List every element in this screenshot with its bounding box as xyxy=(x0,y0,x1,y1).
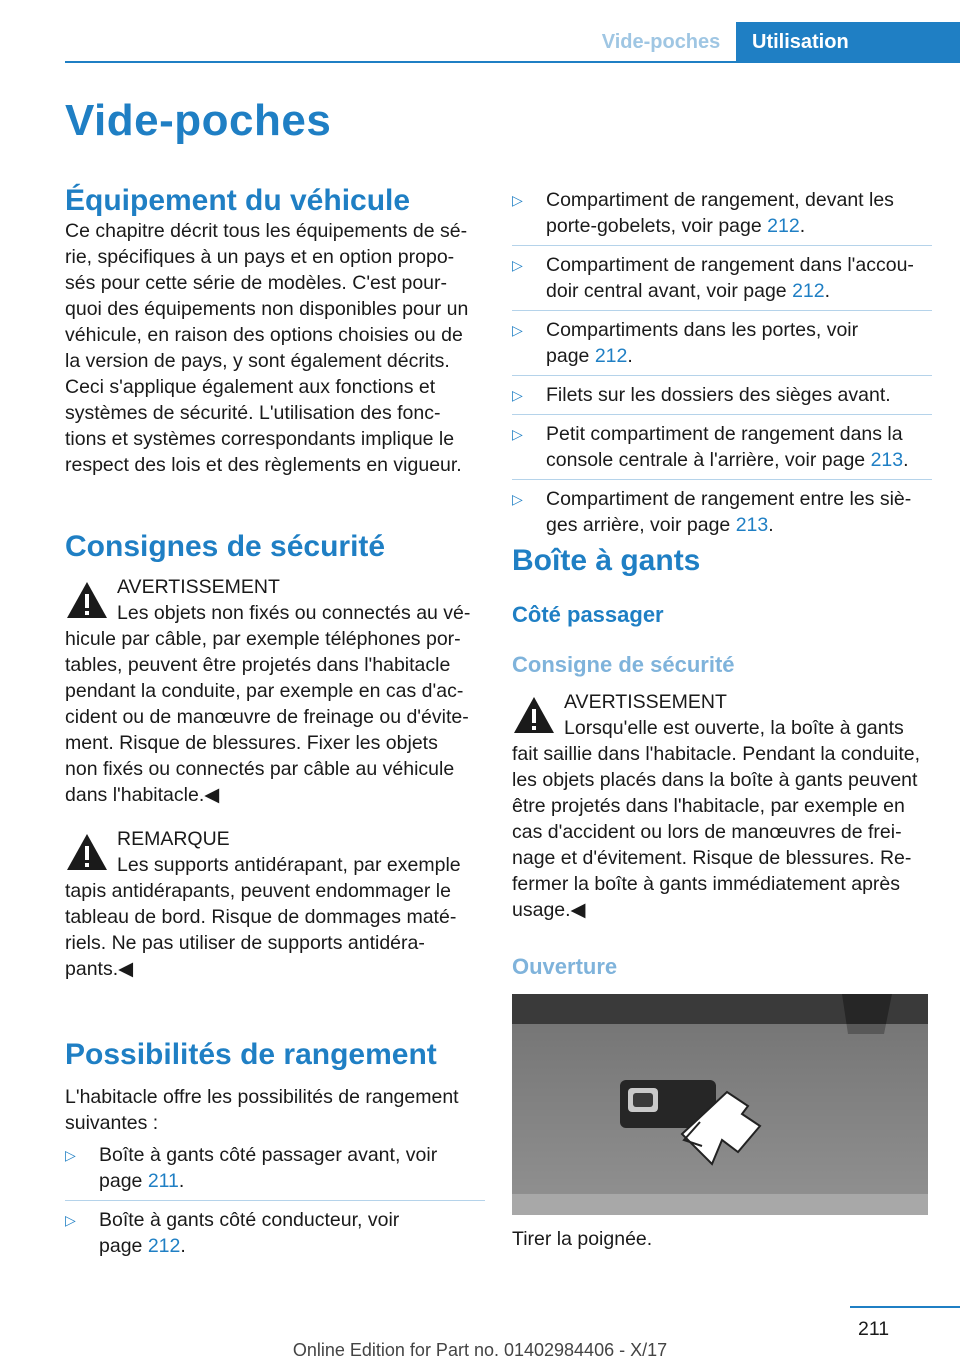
text-line: tapis antidérapants, peuvent endommager le xyxy=(65,880,451,902)
triangle-bullet-icon: ▷ xyxy=(512,387,523,403)
list-divider xyxy=(512,310,932,311)
list-item-text: Compartiment de rangement dans l'accou‐ xyxy=(546,254,914,276)
text-line: non fixés ou connectés par câble au véhicule xyxy=(65,758,455,780)
list-item-text: page xyxy=(546,345,595,367)
text-line: systèmes de sécurité. L'utilisation des fonc‐ xyxy=(65,402,441,424)
list-divider xyxy=(512,414,932,415)
list-divider xyxy=(65,1200,485,1201)
storage-heading: Possibilités de rangement xyxy=(65,1038,437,1071)
note-block xyxy=(65,826,485,982)
note-label: REMARQUE xyxy=(117,828,230,850)
passenger-side-heading: Côté passager xyxy=(512,602,664,627)
footer-edition: Online Edition for Part no. 01402984406 - X/17 xyxy=(292,1340,668,1360)
text-line: nage et d'évitement. Risque de blessures. Re‐ xyxy=(512,847,912,869)
list-item-punct: . xyxy=(768,514,774,536)
warning-label: AVERTISSEMENT xyxy=(117,576,280,598)
warning-triangle-icon xyxy=(65,580,109,620)
page-link[interactable]: 212 xyxy=(594,345,628,367)
text-line: Ceci s'applique également aux fonctions et xyxy=(65,376,436,398)
text-line: dans l'habitacle.◀ xyxy=(65,784,220,806)
page-title: Vide-poches xyxy=(65,96,332,145)
list-item-punct: . xyxy=(903,449,909,471)
text-line: Les objets non fixés ou connectés au vé‐ xyxy=(117,602,471,624)
text-line: les objets placés dans la boîte à gants peuvent xyxy=(512,769,918,791)
text-line: tableau de bord. Risque de dommages maté‐ xyxy=(65,906,457,928)
page-link[interactable]: 213 xyxy=(735,514,769,536)
text-line: ment. Risque de blessures. Fixer les objets xyxy=(65,732,438,754)
header-chapter-tab[interactable]: Utilisation xyxy=(736,22,960,62)
page-number: 211 xyxy=(858,1318,890,1340)
safety-subheading: Consigne de sécurité xyxy=(512,652,735,677)
text-line: Les supports antidérapant, par exemple xyxy=(117,854,461,876)
text-line: L'habitacle offre les possibilités de rangement xyxy=(65,1086,459,1108)
list-item-punct: . xyxy=(178,1170,185,1192)
triangle-bullet-icon: ▷ xyxy=(512,322,523,338)
text-line: usage.◀ xyxy=(512,899,586,921)
text-line: Lorsqu'elle est ouverte, la boîte à gants xyxy=(564,717,904,739)
text-line: pants.◀ xyxy=(65,958,134,980)
warning-label: AVERTISSEMENT xyxy=(564,691,727,713)
glovebox-heading: Boîte à gants xyxy=(512,544,701,577)
list-item-text: console centrale à l'arrière, voir page xyxy=(546,449,871,471)
list-item-text: doir central avant, voir page xyxy=(546,280,793,302)
list-item xyxy=(512,421,932,473)
header-section-tab[interactable]: Vide-poches xyxy=(601,31,721,53)
storage-list-left xyxy=(65,1142,485,1265)
page-link[interactable]: 211 xyxy=(147,1170,179,1192)
list-item-text: Petit compartiment de rangement dans la xyxy=(546,423,903,445)
list-item-text: Compartiments dans les portes, voir xyxy=(546,319,859,341)
list-divider xyxy=(512,479,932,480)
text-line: cident ou de manœuvre de freinage ou d'évite‐ xyxy=(65,706,469,728)
warning-block xyxy=(65,574,485,808)
text-line: la version de pays, y sont également décrits. xyxy=(65,350,450,372)
page-link[interactable]: 212 xyxy=(147,1235,181,1257)
opening-heading: Ouverture xyxy=(512,954,618,979)
list-divider xyxy=(512,245,932,246)
triangle-bullet-icon: ▷ xyxy=(65,1147,76,1163)
glovebox-warning-block xyxy=(512,689,932,923)
text-line: quoi des équipements non disponibles pour un xyxy=(65,298,469,320)
list-item-punct: . xyxy=(799,215,806,237)
text-line: sés pour cette série de modèles. C'est pour‐ xyxy=(65,272,447,294)
list-item-text: Filets sur les dossiers des sièges avant. xyxy=(546,384,891,406)
list-item-text: Compartiment de rangement, devant les xyxy=(546,189,894,211)
text-line: être projetés dans l'habitacle, par exemple en xyxy=(512,795,905,817)
list-item-text: page xyxy=(99,1170,148,1192)
text-line: riels. Ne pas utiliser de supports antidéra‐ xyxy=(65,932,425,954)
text-line: respect des lois et des règlements en vigueur. xyxy=(65,454,462,476)
list-item xyxy=(512,187,932,239)
storage-paragraph xyxy=(65,1084,485,1136)
storage-list-right xyxy=(512,187,932,544)
text-line: tables, peuvent être projetés dans l'habitacle xyxy=(65,654,451,676)
warning-triangle-icon xyxy=(65,832,109,872)
triangle-bullet-icon: ▷ xyxy=(65,1212,76,1228)
list-item-punct: . xyxy=(627,345,633,367)
text-line: fait saillie dans l'habitacle. Pendant la conduite, xyxy=(512,743,921,765)
page-link[interactable]: 212 xyxy=(767,215,800,237)
text-line: pendant la conduite, par exemple en cas d'ac‐ xyxy=(65,680,464,702)
list-item xyxy=(512,486,932,538)
triangle-bullet-icon: ▷ xyxy=(512,491,523,507)
triangle-bullet-icon: ▷ xyxy=(512,426,523,442)
photo-caption: Tirer la poignée. xyxy=(512,1228,653,1250)
triangle-bullet-icon: ▷ xyxy=(512,192,523,208)
glovebox-handle-photo xyxy=(512,994,928,1215)
equipment-paragraph xyxy=(65,218,485,478)
list-item xyxy=(512,252,932,304)
page-number-rule xyxy=(850,1306,960,1308)
page-link[interactable]: 212 xyxy=(792,280,825,302)
list-item-text: porte-gobelets, voir page xyxy=(546,215,768,237)
list-item xyxy=(512,317,932,369)
text-line: véhicule, en raison des options choisies ou de xyxy=(65,324,463,346)
list-item-text: Boîte à gants côté passager avant, voir xyxy=(99,1144,438,1166)
text-line: rie, spécifiques à un pays et en option propo‐ xyxy=(65,246,455,268)
list-item-text: ges arrière, voir page xyxy=(546,514,736,536)
list-item xyxy=(512,382,932,408)
list-item-text: page xyxy=(99,1235,148,1257)
page-link[interactable]: 213 xyxy=(870,449,904,471)
safety-heading: Consignes de sécurité xyxy=(65,530,386,563)
list-item-punct: . xyxy=(824,280,831,302)
text-line: suivantes : xyxy=(65,1112,159,1134)
header-rule xyxy=(65,61,960,63)
text-line: hicule par câble, par exemple téléphones por‐ xyxy=(65,628,461,650)
list-item xyxy=(65,1142,485,1194)
list-item-text: Compartiment de rangement entre les siè‐ xyxy=(546,488,912,510)
text-line: tions et systèmes correspondants implique le xyxy=(65,428,455,450)
text-line: fermer la boîte à gants immédiatement après xyxy=(512,873,901,895)
text-line: Ce chapitre décrit tous les équipements de sé‐ xyxy=(65,220,468,242)
equipment-heading: Équipement du véhicule xyxy=(65,184,411,217)
warning-triangle-icon xyxy=(512,695,556,735)
list-item-text: Boîte à gants côté conducteur, voir xyxy=(99,1209,400,1231)
triangle-bullet-icon: ▷ xyxy=(512,257,523,273)
list-item xyxy=(65,1207,485,1259)
list-item-punct: . xyxy=(180,1235,186,1257)
list-divider xyxy=(512,375,932,376)
text-line: cas d'accident ou lors de manœuvres de frei‐ xyxy=(512,821,902,843)
